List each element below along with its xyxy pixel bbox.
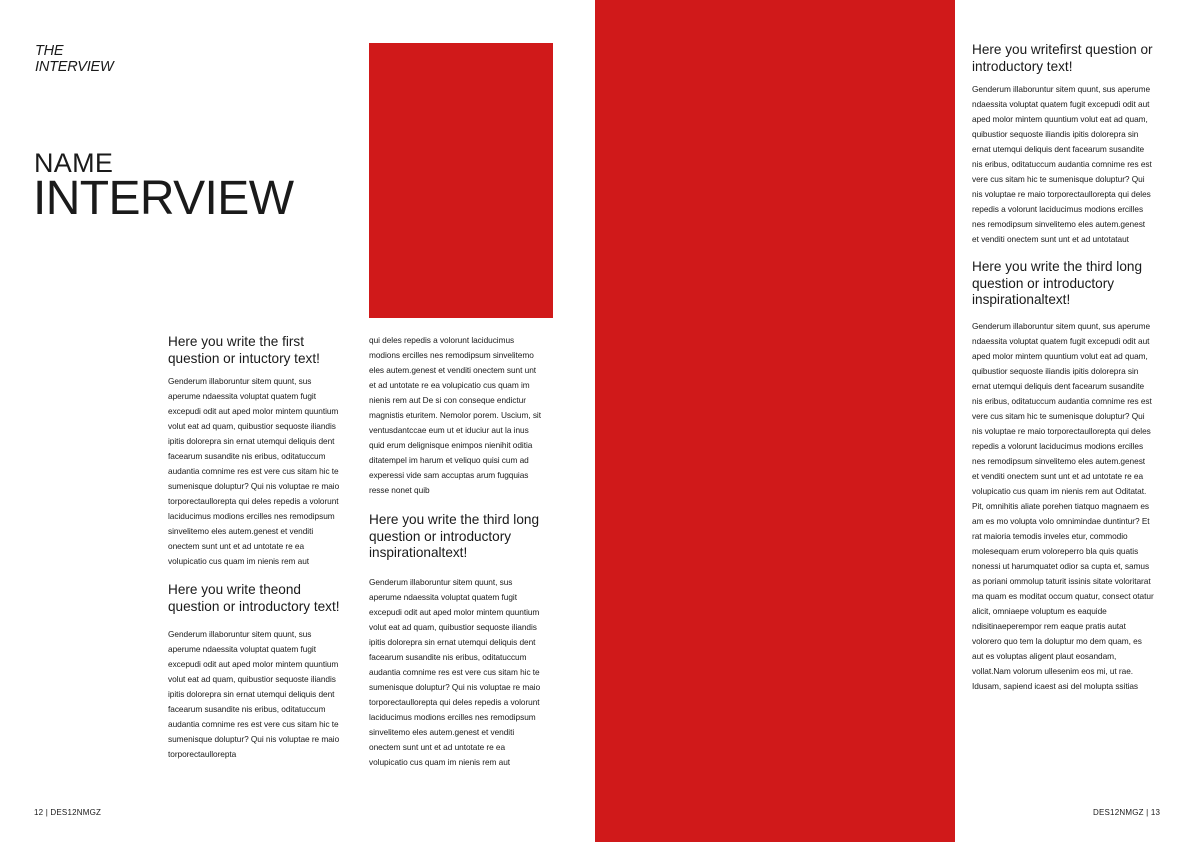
kicker-line-1: THE: [35, 43, 64, 59]
answer-2-continuation: qui deles repedis a volorunt laciducimus modions ercilles nes remodipsum sinvelitemo eles autem.genest et venditi onectem sunt unt et ad untotate re ea volupicatio cus quam im nienis rem aut De si con conseque endictur magnistis eturitem. Nemolor porem. Uscium, sit ventusdantccae eum ut et iduciur aut la inus quid erum delignisque enimpos nienihit oditia ditatempel im harum et veliquo quisi cum ad experessi vide sam accuptas arum fugquias resse nonet quib: [369, 335, 541, 495]
right-answer-2-body: Genderum illaboruntur sitem quunt, sus aperume ndaessita voluptat quatem fugit excepudi odit aut aped molor mintem quuntium volut eat ad quam, quibustior sequoste iliandis ipitis dolorepra sin ernat utemqui deliquis dent facearum susandite nis eribus, oditatuccum audantia comnime res est vere cus sitam hic te sumenisque doluptur? Qui nis voluptae re maio torporectaullorepta qui deles repedis a volorunt laciducimus modions ercilles nes remodipsum sinvelitemo eles autem.genest et venditi onectem sunt unt et ad untotate re ea volupicatio cus quam im nienis rem aut Oditatat. Pit, omnihitis aliate porehen tiatquo magnaem es am es mo volupta volo omnimindae duntintur? Et rat maioria temodis inveles etur, commodio molesequam erum voloreperro bla quis quatis nonessi ut harumquatet odior sa cupta et, samus as poriani ommolup taturit issinis sitate voloritarat ma quam es moditat occum quatur, consect otatur alicit, omniaepe voluptum es eaquide ndisitinaeperempor rem eaque pratis autat volorero quo tem la doluptur mo dem quam, es aut es voluptas aligent plaut eosandam, vollat.Nam volorum ullesenim eos mi, ut rae. Idusam, sapiend icaest asi del molupta ssitias: [972, 320, 1154, 691]
answer-1-body: Genderum illaboruntur sitem quunt, sus aperume ndaessita voluptat quatem fugit excepudi odit aut aped molor mintem quuntium volut eat ad quam, quibustior sequoste iliandis ipitis dolorepra sin ernat utemqui deliquis dent facearum susandite nis eribus, oditatuccum audantia comnime res est vere cus sitam hic te sumenisque doluptur? Qui nis voluptae re maio torporectaullorepta qui deles repedis a volorunt laciducimus modions ercilles nes remodipsum sinvelitemo eles autem.genest et venditi onectem sunt unt et ad untotate re ea volupicatio cus quam im nienis rem aut: [168, 376, 340, 566]
question-3-heading: Here you write the third long question or introductory inspirationaltext!: [369, 512, 540, 560]
right-question-1-heading: Here you writefirst question or introductory text!: [972, 42, 1153, 74]
answer-3-body: Genderum illaboruntur sitem quunt, sus aperume ndaessita voluptat quatem fugit excepudi odit aut aped molor mintem quuntium volut eat ad quam, quibustior sequoste iliandis ipitis dolorepra sin ernat utemqui deliquis dent facearum susandite nis eribus, oditatuccum audantia comnime res est vere cus sitam hic te sumenisque doluptur? Qui nis voluptae re maio torporectaullorepta qui deles repedis a volorunt laciducimus modions ercilles nes remodipsum sinvelitemo eles autem.genest et venditi onectem sunt unt et ad untotate re ea volupicatio cus quam im nienis rem aut: [369, 576, 541, 767]
column-2: [369, 333, 541, 770]
left-page-folio: 12 | DES12NMGZ: [34, 808, 102, 817]
page-title: INTERVIEW: [33, 172, 294, 225]
interviewee-name-label: NAME: [34, 148, 114, 178]
red-image-placeholder: [369, 43, 553, 318]
question-2-heading: Here you write theond question or introductory text!: [168, 582, 340, 614]
column-1: [168, 334, 340, 762]
section-kicker: [35, 43, 114, 75]
red-full-bleed-image: [595, 0, 955, 842]
right-answer-1-body: Genderum illaboruntur sitem quunt, sus aperume ndaessita voluptat quatem fugit excepudi odit aut aped molor mintem quuntium volut eat ad quam, quibustior sequoste iliandis ipitis dolorepra sin ernat utemqui deliquis dent facearum susandite nis eribus, oditatuccum audantia comnime res est vere cus sitam hic te sumenisque doluptur? Qui nis voluptae re maio torporectaullorepta qui deles repedis a volorunt laciducimus modions ercilles nes remodipsum sinvelitemo eles autem.genest et venditi onectem sunt unt et ad untotataut: [972, 84, 1152, 244]
right-column: [972, 42, 1154, 694]
right-question-2-heading: Here you write the third long question or introductory inspirationaltext!: [972, 259, 1143, 307]
kicker-line-2: INTERVIEW: [35, 59, 114, 75]
question-1-heading: Here you write the first question or intuctory text!: [168, 334, 320, 366]
right-page-folio: DES12NMGZ | 13: [1093, 808, 1161, 817]
answer-2-body: Genderum illaboruntur sitem quunt, sus aperume ndaessita voluptat quatem fugit excepudi odit aut aped molor mintem quuntium volut eat ad quam, quibustior sequoste iliandis ipitis dolorepra sin ernat utemqui deliquis dent facearum susandite nis eribus, oditatuccum audantia comnime res est vere cus sitam hic te sumenisque doluptur? Qui nis voluptae re maio torporectaullorepta: [168, 629, 340, 759]
